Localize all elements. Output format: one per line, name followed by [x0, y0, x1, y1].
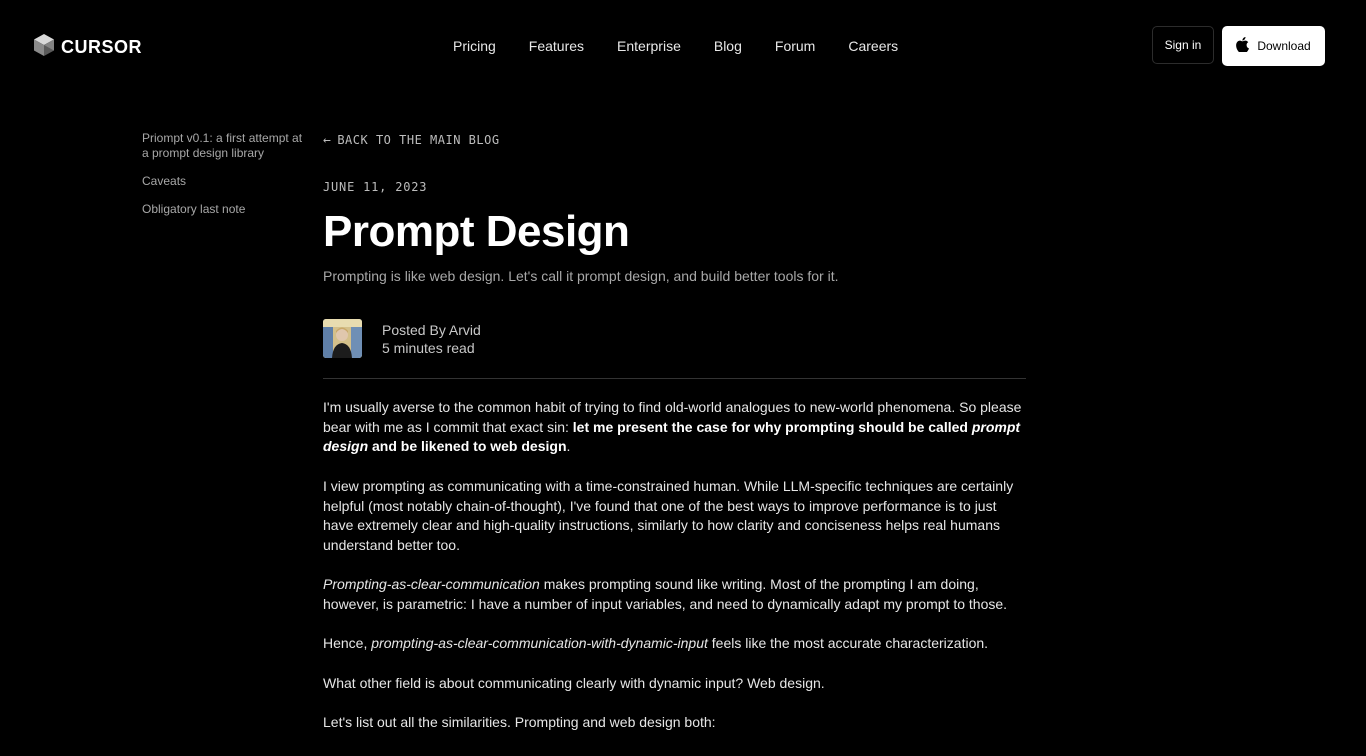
paragraph-4	[323, 634, 1026, 654]
avatar	[323, 319, 362, 358]
author-name: Posted By Arvid	[382, 321, 481, 338]
toc-item-priompt[interactable]: Priompt v0.1: a first attempt at a prompt design library	[142, 131, 303, 160]
p1-bold-text-2: and be likened to web design	[368, 438, 567, 455]
article-body	[323, 398, 1026, 753]
page-title: Prompt Design	[323, 207, 630, 256]
toc-item-caveats[interactable]: Caveats	[142, 174, 187, 188]
arrow-left-icon: ←	[323, 132, 332, 148]
p4-text: Hence,	[323, 635, 372, 652]
back-to-blog-link[interactable]	[323, 131, 1026, 149]
paragraph-6: Let's list out all the similarities. Prompting and web design both:	[323, 714, 716, 731]
download-button[interactable]	[1222, 26, 1325, 66]
read-time: 5 minutes read	[382, 339, 475, 356]
site-header	[0, 0, 1366, 92]
author-block	[323, 319, 481, 358]
sign-in-label: Sign in	[1164, 38, 1202, 52]
p4-text-2: feels like the most accurate characterization.	[707, 635, 989, 652]
paragraph-3	[323, 575, 1026, 614]
sign-in-button[interactable]	[1152, 26, 1214, 64]
nav-careers[interactable]: Careers	[848, 38, 899, 54]
p1-text: I'm usually averse to the common habit of trying to find old-world analogues to new-world phenomena. So please bear with me as I commit that exact sin:	[323, 399, 1022, 435]
main-nav	[453, 37, 931, 55]
download-label: Download	[1257, 39, 1311, 53]
table-of-contents	[142, 131, 310, 230]
logo[interactable]	[33, 33, 142, 62]
back-label: BACK TO THE MAIN BLOG	[337, 133, 500, 147]
divider	[323, 378, 1026, 379]
paragraph-2: I view prompting as communicating with a time-constrained human. While LLM-specific techniques are certainly helpful (most notably chain-of-thought), I've found that one of the best ways to improve performance is to just have extremely clear and high-quality instructions, similarly to how clarity and conciseness helps real humans understand better too.	[323, 477, 1014, 553]
subtitle: Prompting is like web design. Let's call it prompt design, and build better tools for it.	[323, 268, 839, 284]
p1-end: .	[566, 438, 571, 455]
article	[323, 131, 1026, 731]
post-date: JUNE 11, 2023	[323, 180, 428, 194]
logo-text: CURSOR	[61, 37, 143, 57]
nav-enterprise[interactable]: Enterprise	[617, 38, 681, 54]
nav-pricing[interactable]: Pricing	[453, 38, 496, 54]
cursor-cube-icon	[33, 33, 55, 62]
author-meta	[382, 321, 481, 357]
p3-italic: Prompting-as-clear-communication	[323, 576, 540, 593]
nav-forum[interactable]: Forum	[774, 38, 816, 54]
apple-icon	[1236, 37, 1249, 55]
p1-bold-italic: prompt design	[323, 418, 1021, 455]
p3-text: makes prompting sound like writing. Most of the prompting I am doing, however, is parametric: I have a number of input variables, and need to dynamically adapt my prompt to those.	[323, 576, 1008, 612]
paragraph-5: What other field is about communicating clearly with dynamic input? Web design.	[323, 674, 825, 691]
paragraph-1	[323, 398, 1026, 457]
toc-item-last-note[interactable]: Obligatory last note	[142, 202, 246, 216]
p1-bold-text: let me present the case for why prompting should be called	[572, 418, 972, 435]
p4-italic: prompting-as-clear-communication-with-dynamic-input	[371, 635, 708, 652]
nav-blog[interactable]: Blog	[713, 38, 742, 54]
nav-features[interactable]: Features	[528, 38, 585, 54]
